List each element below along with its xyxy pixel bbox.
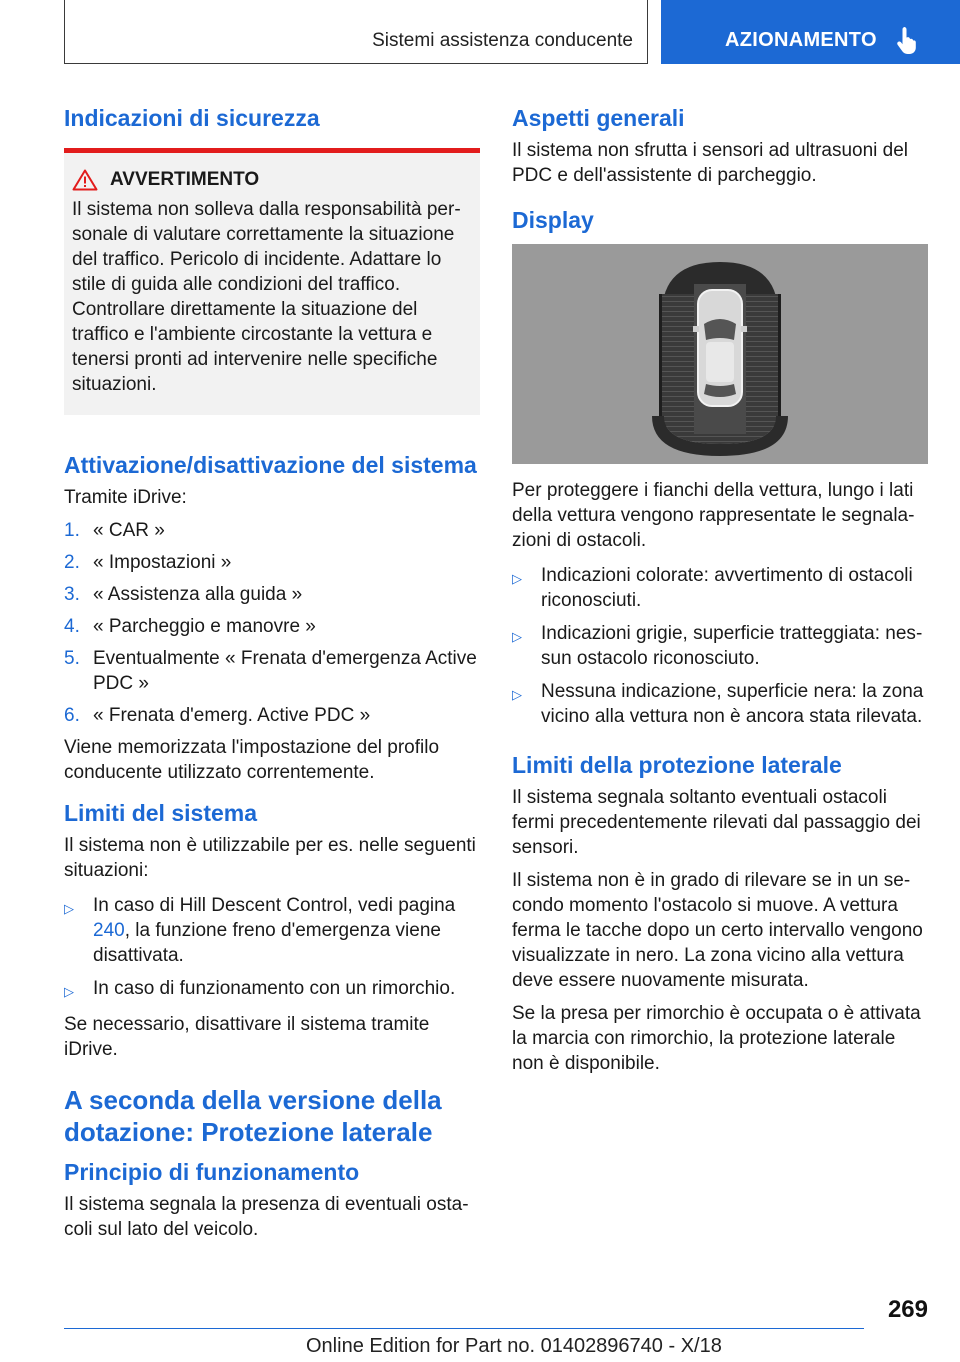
display-heading: Display [512, 207, 594, 233]
step-text: Eventualmente « Frenata d'emergenza Active PDC » [93, 648, 477, 694]
lateral-limits-p1: Il sistema segnala soltanto eventuali ostacoli fermi precedentemente rilevati dal passaggio dei sensori. [512, 787, 921, 858]
display-bullet-text: Indicazioni colorate: avvertimento di ostacoli riconosciuti. [541, 565, 913, 611]
activation-note: Viene memorizzata l'impostazione del profilo conducente utilizzato correntemente. [64, 737, 440, 783]
step-number: 6. [64, 705, 80, 726]
left-column [64, 100, 480, 1250]
activation-heading: Attivazione/disattivazione del sistema [64, 452, 477, 478]
list-item [512, 679, 928, 729]
warning-box [64, 148, 480, 415]
footer-divider [64, 1328, 864, 1329]
step-text: « Impostazioni » [93, 552, 232, 573]
list-item [64, 582, 480, 607]
list-item [64, 976, 480, 1004]
header-chapter-tab [661, 0, 960, 64]
footer-edition: Online Edition for Part no. 01402896740 - X/18 [306, 1335, 722, 1357]
step-text: « CAR » [93, 520, 165, 541]
side-protection-heading: A seconda della versione della dotazione: Protezione laterale [64, 1085, 442, 1147]
right-column [512, 100, 928, 1084]
principle-text: Il sistema segnala la presenza di eventuali ostacoli sul lato del veicolo. [64, 1194, 469, 1240]
list-item [64, 646, 480, 696]
activation-steps [64, 518, 480, 728]
bullet-triangle-icon: ▷ [512, 571, 522, 586]
general-text: Il sistema non sfrutta i sensori ad ultrasuoni del PDC e dell'assistente di parcheggio. [512, 140, 909, 186]
limits-list [64, 893, 480, 1004]
warning-text: Il sistema non solleva dalla responsabilità personale di valutare correttamente la situazione del traffico. Pericolo di incidente. Adattare lo stile di guida alle condizioni del traffico. Controllare direttamente la situazione del traffico e l'ambiente circostante la vettura e tenersi pronti ad intervenire nelle specifiche situazioni. [72, 199, 461, 395]
limits-note: Se necessario, disattivare il sistema tramite iDrive. [64, 1014, 430, 1060]
step-number: 4. [64, 616, 80, 637]
activation-intro: Tramite iDrive: [64, 487, 187, 508]
display-list [512, 563, 928, 729]
principle-heading: Principio di funzionamento [64, 1159, 360, 1185]
display-text: Per proteggere i fianchi della vettura, lungo i lati della vettura vengono rappresentate le segnalazioni di ostacoli. [512, 480, 915, 551]
bullet-triangle-icon: ▷ [512, 629, 522, 644]
step-number: 1. [64, 520, 80, 541]
step-number: 3. [64, 584, 80, 605]
list-item [64, 614, 480, 639]
list-item [64, 518, 480, 543]
display-bullet-text: Indicazioni grigie, superficie tratteggiata: nessun ostacolo riconosciuto. [541, 623, 923, 669]
bullet-triangle-icon: ▷ [64, 984, 74, 999]
lateral-limits-p2: Il sistema non è in grado di rilevare se in un secondo momento l'ostacolo si muove. A vettura ferma le tacche dopo un certo intervallo vengono visualizzate in nero. La zona vicino alla vettura deve essere nuovamente misurata. [512, 870, 923, 991]
warning-title-row [72, 169, 472, 191]
limits-bullet-1: In caso di Hill Descent Control, vedi pagina 240, la funzione freno d'emergenza viene disattivata. [93, 895, 456, 966]
list-item [64, 550, 480, 575]
warning-title: AVVERTIMENTO [110, 169, 260, 190]
page-link[interactable]: 240 [93, 920, 125, 941]
step-number: 2. [64, 552, 80, 573]
page-number: 269 [887, 1296, 928, 1323]
step-number: 5. [64, 648, 80, 669]
warning-triangle-icon [72, 169, 98, 191]
header-section-title: Sistemi assistenza conducente [372, 30, 633, 51]
bullet-triangle-icon: ▷ [512, 687, 522, 702]
step-text: « Frenata d'emerg. Active PDC » [93, 705, 371, 726]
header-section-box [64, 0, 648, 64]
step-text: « Parcheggio e manovre » [93, 616, 316, 637]
display-bullet-text: Nessuna indicazione, superficie nera: la zona vicino alla vettura non è ancora stata rilevata. [541, 681, 924, 727]
limits-intro: Il sistema non è utilizzabile per es. nelle seguenti situazioni: [64, 835, 476, 881]
step-text: « Assistenza alla guida » [93, 584, 303, 605]
side-protection-display-image [512, 244, 928, 464]
lateral-limits-heading: Limiti della protezione laterale [512, 752, 842, 778]
list-item [512, 563, 928, 613]
header-chapter-title: AZIONAMENTO [725, 29, 877, 51]
pointing-hand-icon [895, 25, 921, 55]
list-item [64, 703, 480, 728]
general-heading: Aspetti generali [512, 105, 685, 131]
list-item [64, 893, 480, 968]
lateral-limits-p3: Se la presa per rimorchio è occupata o è attivata la marcia con rimorchio, la protezione laterale non è disponibile. [512, 1003, 921, 1074]
bullet-triangle-icon: ▷ [64, 901, 74, 916]
list-item [512, 621, 928, 671]
safety-heading: Indicazioni di sicurezza [64, 105, 320, 131]
limits-bullet-2: In caso di funzionamento con un rimorchio. [93, 978, 456, 999]
limits-heading: Limiti del sistema [64, 800, 258, 826]
